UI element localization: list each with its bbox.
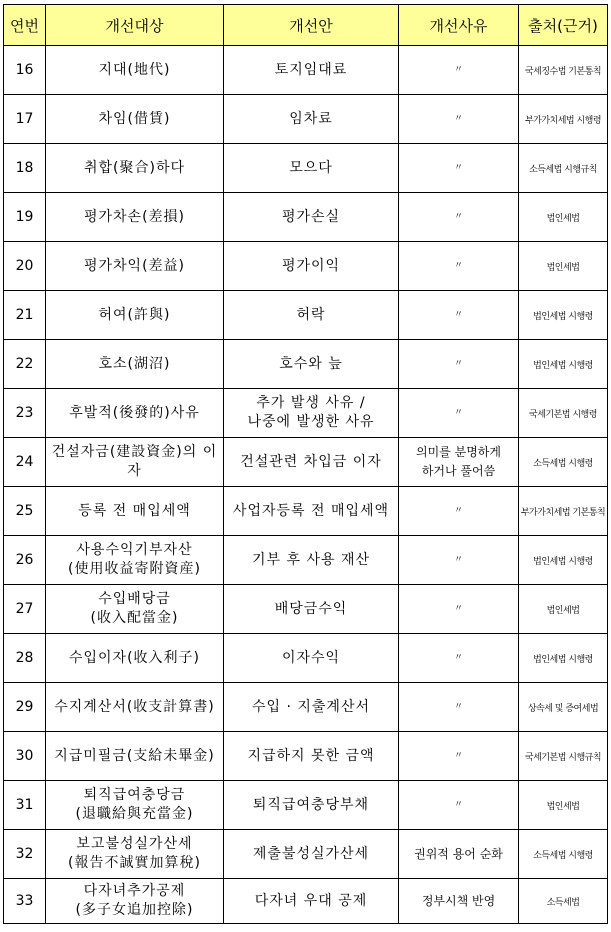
improvement-reason (399, 585, 519, 634)
improvement-target (46, 193, 224, 242)
improvement-target (46, 732, 224, 781)
improvement-proposal-line: 평가이익 (281, 257, 341, 274)
improvement-target (46, 46, 224, 95)
improvement-target (46, 830, 224, 879)
improvement-reason-line: 〃 (453, 64, 463, 75)
source-reference: 법인세법 (519, 585, 608, 634)
improvement-reason-line: 〃 (453, 799, 463, 810)
improvement-reason-line: 〃 (453, 750, 463, 761)
improvement-proposal (224, 340, 399, 389)
improvement-target-line: 차임(借賃) (98, 110, 171, 127)
row-number: 20 (4, 242, 46, 291)
row-number: 19 (4, 193, 46, 242)
row-number: 21 (4, 291, 46, 340)
table-row (4, 781, 608, 830)
header-reason: 개선사유 (399, 5, 519, 46)
improvement-proposal (224, 438, 399, 487)
table-row (4, 438, 608, 487)
table-row (4, 340, 608, 389)
improvement-reason (399, 438, 519, 487)
improvement-proposal (224, 536, 399, 585)
improvement-proposal-line: 토지임대료 (274, 61, 348, 78)
improvement-reason (399, 46, 519, 95)
improvement-proposal (224, 634, 399, 683)
improvement-proposal (224, 487, 399, 536)
source-reference: 법인세법 시행령 (519, 536, 608, 585)
improvement-proposal-line: 호수와 늪 (279, 355, 343, 372)
source-reference: 국세기본법 시행령 (519, 389, 608, 438)
improvement-target-line: (退職給與充當金) (75, 806, 194, 822)
improvement-proposal (224, 193, 399, 242)
improvement-reason-line: 〃 (453, 701, 463, 712)
improvement-target-line: 수입배당금 (98, 591, 171, 607)
row-number: 29 (4, 683, 46, 732)
improvement-reason-line: 〃 (453, 113, 463, 124)
improvement-proposal-line: 임차료 (289, 110, 333, 127)
table-row (4, 144, 608, 193)
row-number: 32 (4, 830, 46, 879)
row-number: 25 (4, 487, 46, 536)
header-target: 개선대상 (46, 5, 224, 46)
source-reference: 소득세법 시행령 (519, 830, 608, 879)
source-reference: 부가가치세법 시행령 (519, 95, 608, 144)
improvement-proposal (224, 781, 399, 830)
improvement-target-line: 다자녀추가공제 (83, 883, 186, 899)
improvement-target-line: 호소(湖沼) (98, 355, 171, 372)
source-reference: 부가가치세법 기본통칙 (519, 487, 608, 536)
improvement-target-line: 퇴직급여충당금 (83, 787, 186, 803)
improvement-target-line: 지대(地代) (98, 61, 171, 78)
improvement-reason-line: 하거나 풀어씀 (421, 464, 496, 478)
improvement-proposal-line: 다자녀 우대 공제 (254, 892, 368, 909)
header-source: 출처(근거) (519, 5, 608, 46)
source-reference: 법인세법 (519, 242, 608, 291)
row-number: 31 (4, 781, 46, 830)
improvement-target (46, 438, 224, 487)
improvement-reason (399, 879, 519, 924)
table-row (4, 536, 608, 585)
table-row (4, 46, 608, 95)
row-number: 33 (4, 879, 46, 924)
improvement-reason (399, 242, 519, 291)
source-reference: 소득세법 시행규칙 (519, 144, 608, 193)
improvement-reason (399, 95, 519, 144)
row-number: 16 (4, 46, 46, 95)
improvement-proposal-line: 배당금수익 (274, 600, 348, 617)
improvement-proposal (224, 732, 399, 781)
improvement-reason-line: 〃 (453, 554, 463, 565)
improvement-target (46, 781, 224, 830)
improvement-reason (399, 732, 519, 781)
source-reference: 법인세법 시행령 (519, 291, 608, 340)
improvement-target-line: 후발적(後發的)사유 (69, 404, 200, 421)
improvement-target (46, 487, 224, 536)
improvement-reason (399, 634, 519, 683)
improvement-reason (399, 536, 519, 585)
table-row (4, 389, 608, 438)
improvement-proposal-line: 허락 (296, 306, 326, 323)
improvement-reason-line: 〃 (453, 260, 463, 271)
source-reference: 국세기본법 시행규칙 (519, 732, 608, 781)
improvement-reason (399, 340, 519, 389)
improvement-reason (399, 389, 519, 438)
improvement-reason (399, 193, 519, 242)
source-reference: 소득세법 (519, 879, 608, 924)
row-number: 23 (4, 389, 46, 438)
source-reference: 법인세법 (519, 781, 608, 830)
improvement-target-line: 평가차손(差損) (83, 208, 186, 225)
improvement-proposal-line: 나중에 발생한 사유 (247, 414, 375, 430)
improvement-target-line: (收入配當金) (90, 610, 179, 626)
improvement-proposal (224, 585, 399, 634)
improvement-proposal (224, 144, 399, 193)
improvement-target (46, 144, 224, 193)
header-proposal: 개선안 (224, 5, 399, 46)
improvement-proposal (224, 291, 399, 340)
improvement-target-line: (報告不誠實加算稅) (68, 855, 201, 871)
improvement-target (46, 389, 224, 438)
table-row (4, 291, 608, 340)
improvement-target (46, 585, 224, 634)
improvement-target (46, 683, 224, 732)
table-row (4, 193, 608, 242)
row-number: 24 (4, 438, 46, 487)
terms-table (3, 4, 608, 924)
improvement-reason-line: 정부시책 반영 (421, 893, 496, 908)
improvement-proposal (224, 46, 399, 95)
improvement-target (46, 634, 224, 683)
improvement-reason-line: 〃 (453, 162, 463, 173)
improvement-proposal-line: 기부 후 사용 재산 (251, 551, 371, 568)
source-reference: 상속세 및 증여세법 (519, 683, 608, 732)
improvement-reason-line: 〃 (453, 211, 463, 222)
improvement-target (46, 340, 224, 389)
header-no: 연번 (4, 5, 46, 46)
improvement-proposal (224, 389, 399, 438)
improvement-reason (399, 683, 519, 732)
improvement-target (46, 291, 224, 340)
improvement-proposal (224, 683, 399, 732)
table-row (4, 830, 608, 879)
improvement-target-line: 건설자금(建設資金)의 이자 (51, 444, 218, 479)
table-row (4, 487, 608, 536)
improvement-reason-line: 〃 (453, 309, 463, 320)
improvement-reason-line: 〃 (453, 603, 463, 614)
improvement-target (46, 95, 224, 144)
improvement-reason-line: 〃 (453, 505, 463, 516)
header-row (4, 5, 608, 46)
source-reference: 국세징수법 기본통칙 (519, 46, 608, 95)
improvement-proposal-line: 수입 · 지출계산서 (251, 698, 371, 715)
row-number: 30 (4, 732, 46, 781)
improvement-reason-line: 권위적 용어 순화 (414, 846, 503, 861)
table-row (4, 683, 608, 732)
improvement-proposal-line: 건설관련 차입금 이자 (240, 453, 382, 470)
improvement-target-line: 등록 전 매입세액 (78, 502, 191, 519)
row-number: 27 (4, 585, 46, 634)
improvement-target-line: 보고불성실가산세 (76, 836, 193, 852)
improvement-target-line: 지급미필금(支給未畢金) (54, 747, 215, 764)
improvement-proposal (224, 830, 399, 879)
table-row (4, 732, 608, 781)
improvement-target-line: 수입이자(收入利子) (68, 649, 201, 666)
table-row (4, 585, 608, 634)
improvement-reason-line: 의미를 분명하게 (416, 445, 501, 459)
improvement-proposal-line: 평가손실 (281, 208, 341, 225)
improvement-reason-line: 〃 (453, 358, 463, 369)
improvement-reason (399, 144, 519, 193)
improvement-proposal-line: 사업자등록 전 매입세액 (232, 502, 390, 519)
improvement-reason (399, 830, 519, 879)
table-row (4, 95, 608, 144)
row-number: 17 (4, 95, 46, 144)
improvement-reason-line: 〃 (453, 407, 463, 418)
table-row (4, 634, 608, 683)
improvement-proposal-line: 제출불성실가산세 (252, 845, 370, 862)
source-reference: 법인세법 시행령 (519, 634, 608, 683)
improvement-target-line: (使用收益寄附資産) (68, 561, 201, 577)
improvement-target-line: 취합(聚合)하다 (83, 159, 186, 176)
improvement-proposal (224, 95, 399, 144)
improvement-proposal-line: 모으다 (289, 159, 333, 176)
source-reference: 소득세법 시행령 (519, 438, 608, 487)
improvement-proposal-line: 이자수익 (281, 649, 341, 666)
table-row (4, 879, 608, 924)
improvement-reason (399, 781, 519, 830)
row-number: 28 (4, 634, 46, 683)
improvement-target-line: (多子女追加控除) (75, 902, 194, 918)
table-row (4, 242, 608, 291)
improvement-reason (399, 487, 519, 536)
improvement-proposal-line: 지급하지 못한 금액 (247, 747, 375, 764)
improvement-proposal-line: 퇴직급여충당부채 (252, 796, 370, 813)
improvement-target-line: 사용수익기부자산 (76, 542, 193, 558)
improvement-target-line: 평가차익(差益) (83, 257, 186, 274)
improvement-target (46, 536, 224, 585)
improvement-target (46, 242, 224, 291)
improvement-proposal-line: 추가 발생 사유 / (256, 395, 366, 411)
source-reference: 법인세법 시행령 (519, 340, 608, 389)
source-reference: 법인세법 (519, 193, 608, 242)
row-number: 26 (4, 536, 46, 585)
row-number: 18 (4, 144, 46, 193)
improvement-proposal (224, 879, 399, 924)
improvement-reason (399, 291, 519, 340)
improvement-target-line: 허여(許與) (98, 306, 171, 323)
improvement-target-line: 수지계산서(收支計算書) (54, 698, 215, 715)
improvement-reason-line: 〃 (453, 652, 463, 663)
improvement-proposal (224, 242, 399, 291)
row-number: 22 (4, 340, 46, 389)
improvement-target (46, 879, 224, 924)
